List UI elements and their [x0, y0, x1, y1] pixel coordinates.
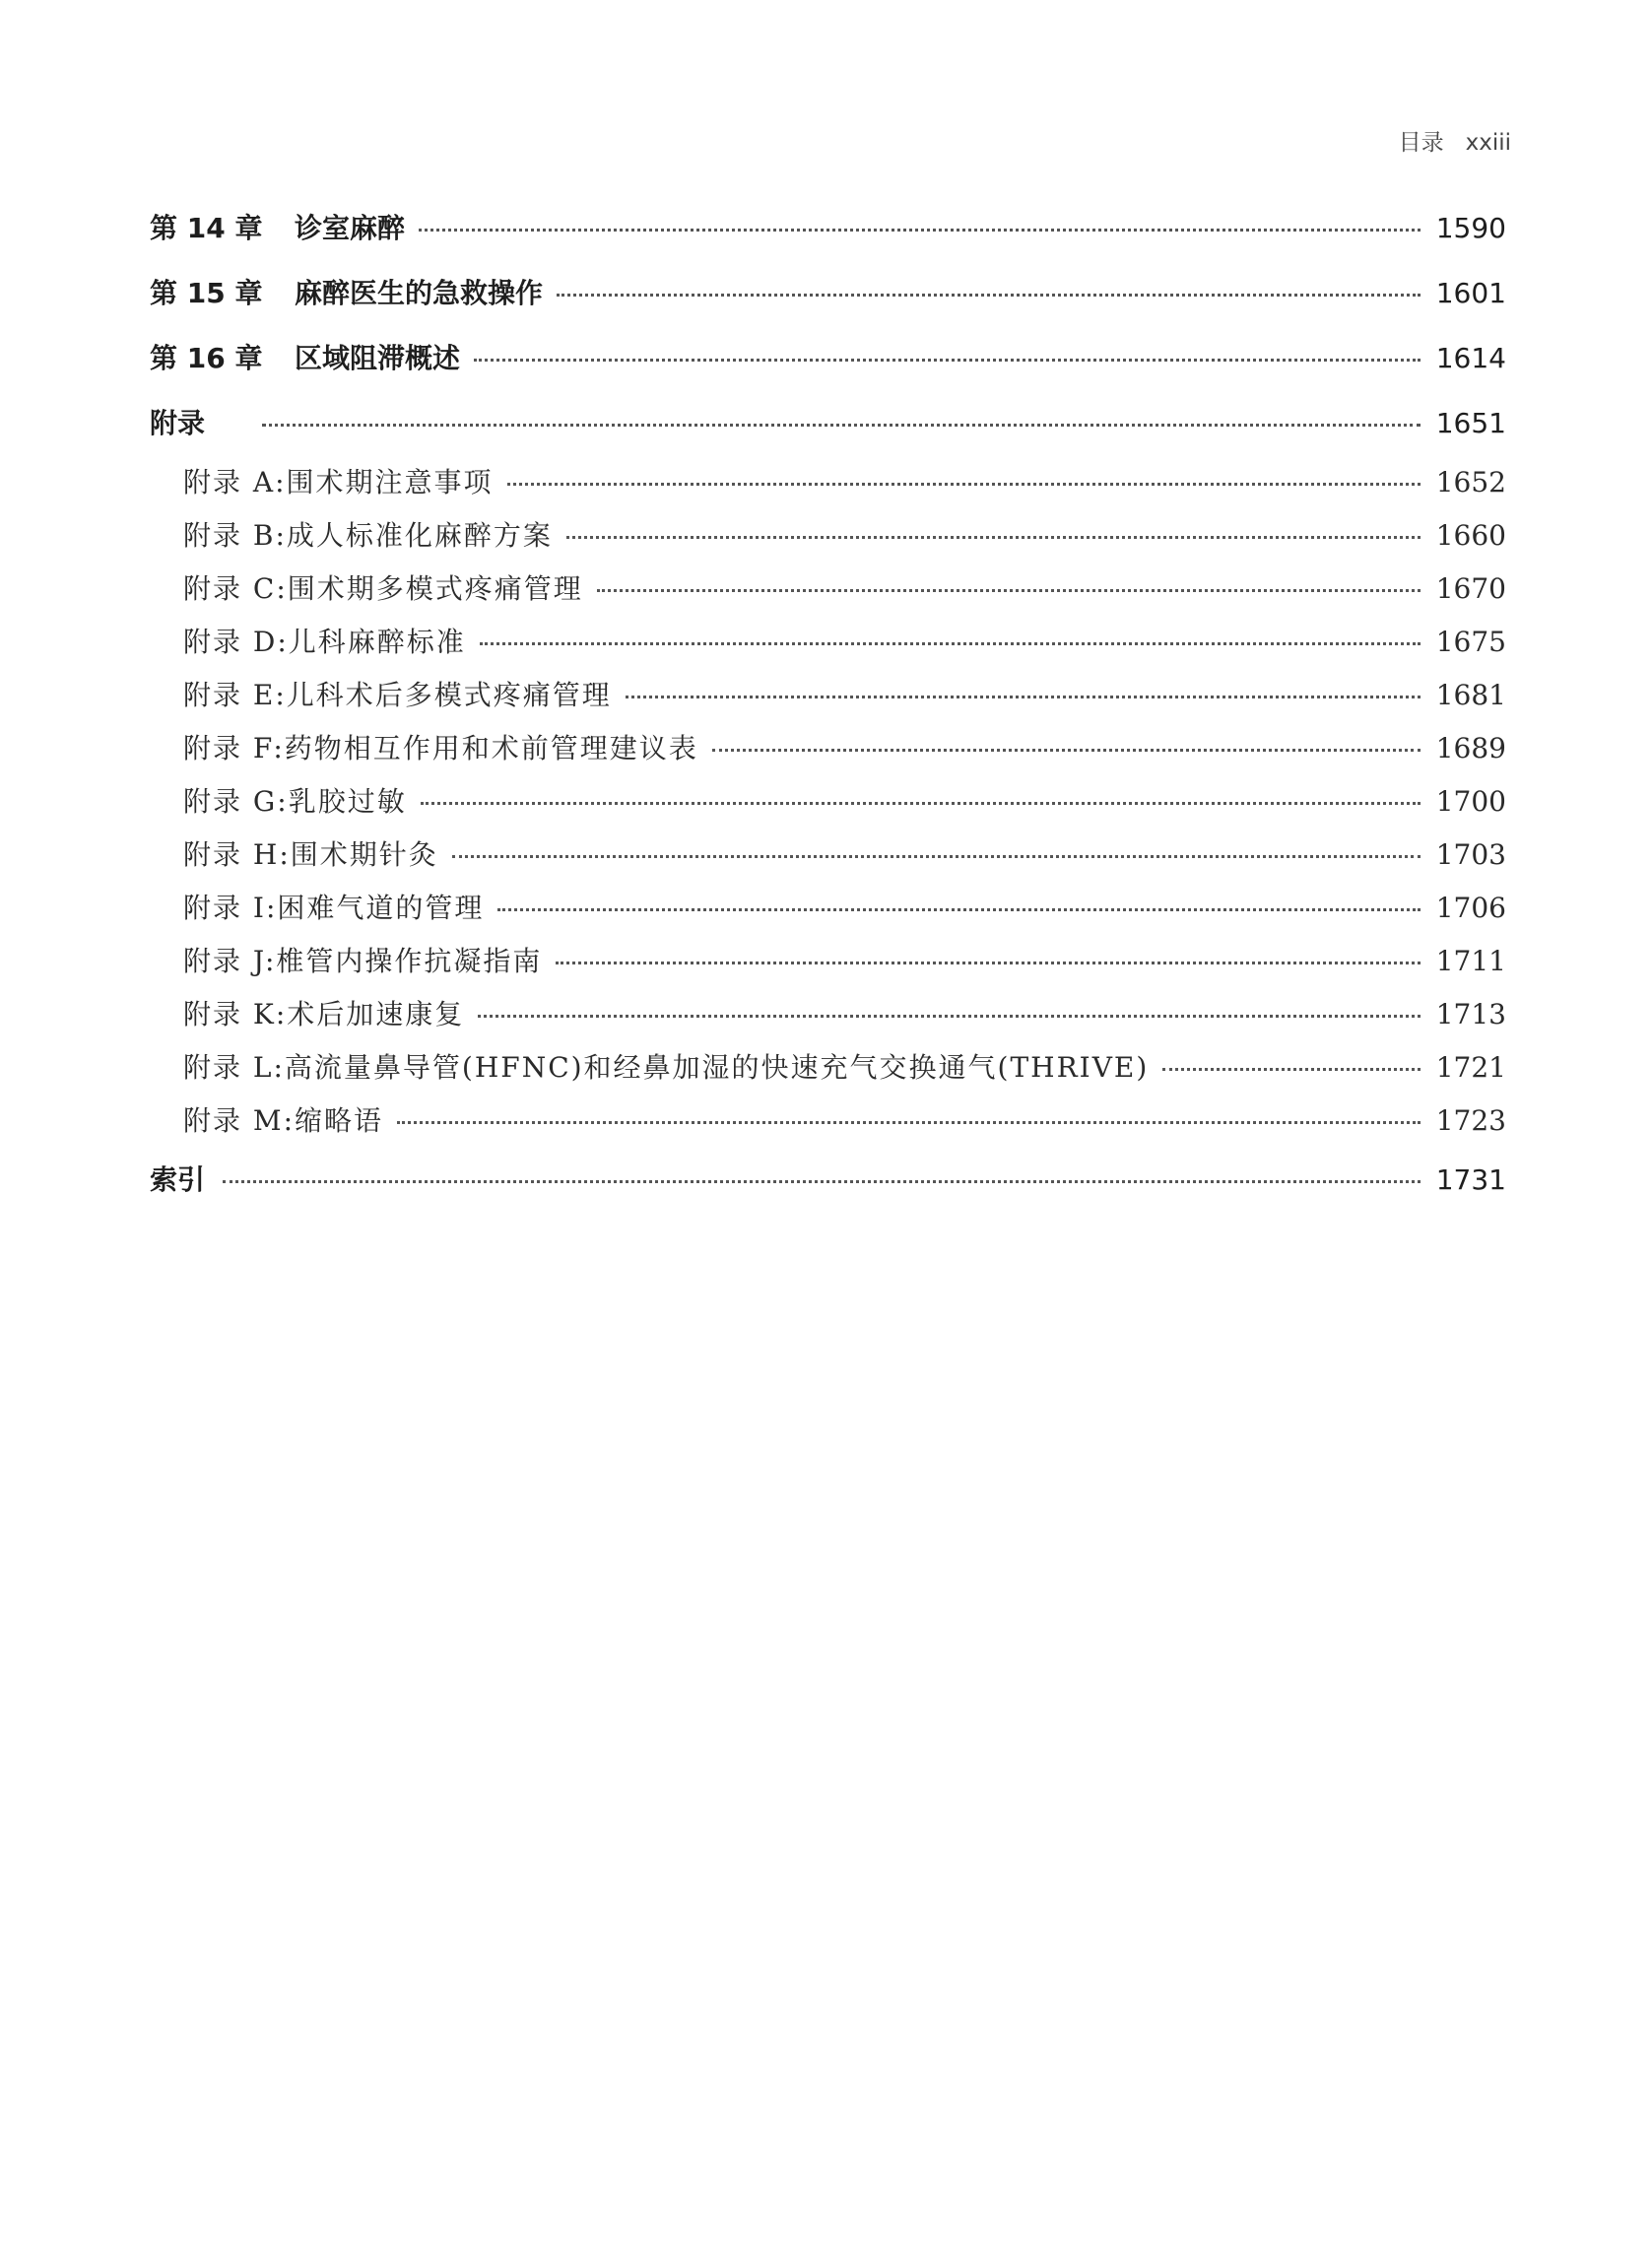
dot-leader	[566, 536, 1421, 539]
dot-leader	[597, 589, 1421, 592]
header-section: 目录	[1398, 130, 1444, 156]
dot-leader	[497, 908, 1420, 911]
page-number: 1713	[1435, 998, 1506, 1030]
toc-entry-appendix-h[interactable]	[150, 833, 1506, 873]
dot-leader	[1162, 1068, 1420, 1071]
appendix-item-title: 附录 F:药物相互作用和术前管理建议表	[183, 732, 698, 764]
dot-leader	[474, 359, 1421, 362]
dot-leader	[223, 1180, 1421, 1183]
dot-leader	[626, 696, 1421, 698]
appendix-item-title: 附录 A:围术期注意事项	[183, 466, 494, 498]
chapter-number: 第 15 章	[150, 277, 263, 309]
chapter-title: 诊室麻醉	[295, 212, 406, 244]
appendix-title: 附录	[150, 407, 206, 439]
appendix-item-title: 附录 I:困难气道的管理	[183, 892, 485, 924]
header-page-number: xxiii	[1465, 130, 1511, 156]
toc-entry-index[interactable]	[150, 1159, 1506, 1198]
page-number: 1681	[1435, 679, 1506, 711]
page-number: 1614	[1435, 342, 1506, 374]
toc-entry-chapter-16[interactable]	[150, 337, 1506, 376]
page-number: 1660	[1435, 519, 1506, 552]
page-number: 1670	[1435, 572, 1506, 605]
page-number: 1700	[1435, 785, 1506, 818]
toc-entry-chapter-14[interactable]	[150, 207, 1506, 246]
dot-leader	[480, 642, 1421, 645]
appendix-item-title: 附录 H:围术期针灸	[183, 838, 438, 871]
page-number: 1651	[1435, 407, 1506, 439]
toc-entry-appendix-i[interactable]	[150, 887, 1506, 926]
page-number: 1731	[1435, 1163, 1506, 1196]
toc-entry-appendix-m[interactable]	[150, 1099, 1506, 1139]
dot-leader	[262, 424, 1421, 427]
appendix-item-title: 附录 D:儿科麻醉标准	[183, 626, 466, 658]
appendix-item-title: 附录 K:术后加速康复	[183, 998, 465, 1030]
dot-leader	[419, 229, 1421, 232]
dot-leader	[712, 749, 1421, 752]
toc-entry-appendix-e[interactable]	[150, 674, 1506, 713]
dot-leader	[421, 802, 1421, 805]
page-number: 1711	[1435, 945, 1506, 977]
dot-leader	[507, 483, 1421, 486]
page-number: 1675	[1435, 626, 1506, 658]
toc-entry-appendix-c[interactable]	[150, 567, 1506, 607]
dot-leader	[556, 962, 1420, 964]
appendix-item-title: 附录 M:缩略语	[183, 1104, 384, 1137]
chapter-title: 麻醉医生的急救操作	[295, 277, 544, 309]
index-title: 索引	[150, 1163, 206, 1196]
appendix-item-title: 附录 B:成人标准化麻醉方案	[183, 519, 553, 552]
appendix-item-title: 附录 G:乳胶过敏	[183, 785, 407, 818]
dot-leader	[557, 294, 1421, 297]
toc-entry-appendix-d[interactable]	[150, 621, 1506, 660]
running-header	[1399, 124, 1511, 157]
appendix-item-title: 附录 E:儿科术后多模式疼痛管理	[183, 679, 612, 711]
appendix-item-title: 附录 C:围术期多模式疼痛管理	[183, 572, 583, 605]
toc-entry-appendix-f[interactable]	[150, 727, 1506, 766]
chapter-title: 区域阻滞概述	[295, 342, 461, 374]
toc-entry-appendix-j[interactable]	[150, 940, 1506, 979]
dot-leader	[452, 855, 1421, 858]
page-number: 1721	[1435, 1051, 1506, 1084]
toc-entry-chapter-15[interactable]	[150, 272, 1506, 311]
dot-leader	[478, 1015, 1420, 1018]
toc-entry-appendix-b[interactable]	[150, 514, 1506, 554]
toc-entry-appendix-k[interactable]	[150, 993, 1506, 1032]
toc-entry-appendix-a[interactable]	[150, 461, 1506, 500]
chapter-number: 第 16 章	[150, 342, 263, 374]
chapter-number: 第 14 章	[150, 212, 263, 244]
page-number: 1601	[1435, 277, 1506, 309]
page-number: 1723	[1435, 1104, 1506, 1137]
page-number: 1706	[1435, 892, 1506, 924]
page-number: 1703	[1435, 838, 1506, 871]
page-number: 1652	[1435, 466, 1506, 498]
appendix-item-title: 附录 L:高流量鼻导管(HFNC)和经鼻加湿的快速充气交换通气(THRIVE)	[183, 1051, 1150, 1084]
toc-entry-appendix-g[interactable]	[150, 780, 1506, 820]
toc-entry-appendix[interactable]	[150, 402, 1506, 441]
appendix-item-title: 附录 J:椎管内操作抗凝指南	[183, 945, 543, 977]
toc-entry-appendix-l[interactable]	[150, 1046, 1506, 1086]
page-number: 1689	[1435, 732, 1506, 764]
page-number: 1590	[1435, 212, 1506, 244]
dot-leader	[397, 1121, 1421, 1124]
